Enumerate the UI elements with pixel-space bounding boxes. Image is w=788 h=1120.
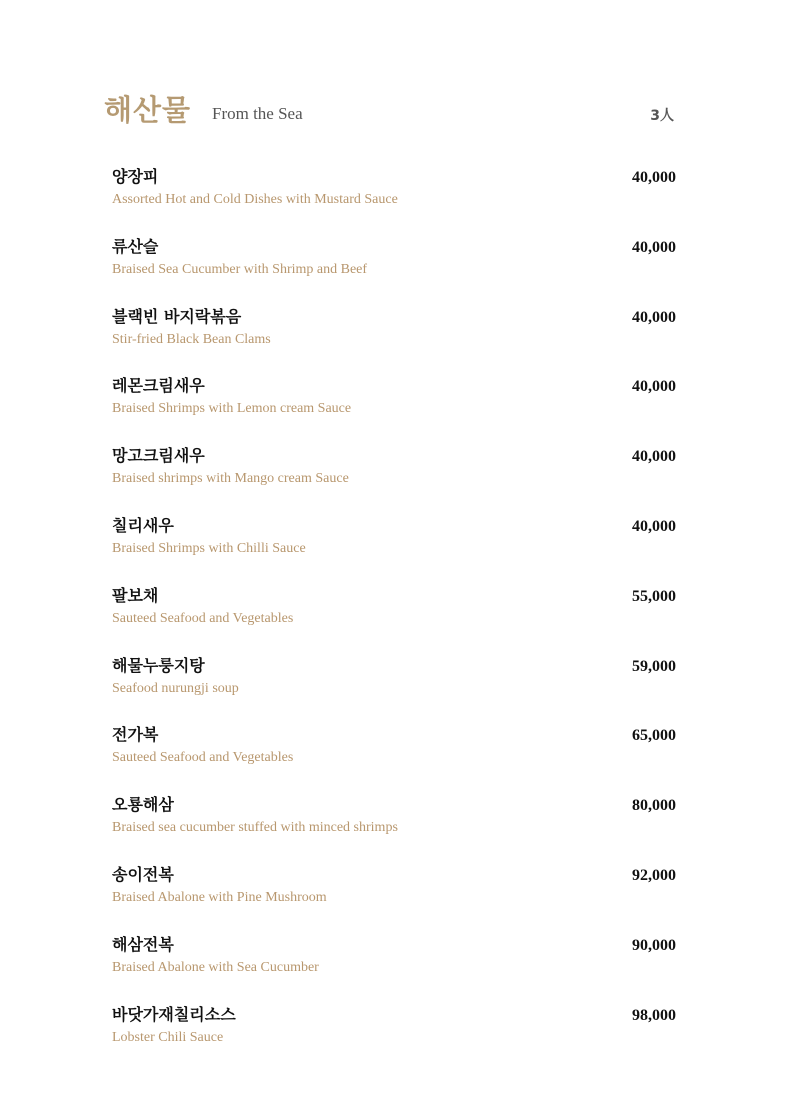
menu-item-description: Braised sea cucumber stuffed with minced shrimps <box>112 820 398 836</box>
menu-item-name-korean: 류산슬 <box>112 236 159 256</box>
menu-item <box>112 724 676 794</box>
menu-item-name-korean: 레몬크림새우 <box>112 376 205 396</box>
menu-item-description: Braised Shrimps with Chilli Sauce <box>112 540 306 556</box>
menu-item-name-korean: 팔보채 <box>112 585 159 605</box>
menu-item-description: Braised Shrimps with Lemon cream Sauce <box>112 401 352 417</box>
menu-item-price: 40,000 <box>632 308 676 326</box>
menu-item-description: Braised Abalone with Sea Cucumber <box>112 959 319 975</box>
menu-item <box>112 794 676 864</box>
menu-item-name-korean: 칠리새우 <box>112 515 174 535</box>
menu-item <box>112 515 676 585</box>
menu-item-price: 40,000 <box>632 448 676 466</box>
menu-item-description: Braised Sea Cucumber with Shrimp and Beef <box>112 261 368 277</box>
menu-header <box>104 90 676 130</box>
section-title-english: From the Sea <box>212 104 303 123</box>
menu-item <box>112 864 676 934</box>
menu-item-price: 40,000 <box>632 378 676 396</box>
menu-item-description: Assorted Hot and Cold Dishes with Mustard Sauce <box>112 192 398 207</box>
menu-item-price: 92,000 <box>632 866 676 884</box>
menu-item-name-korean: 블랙빈 바지락볶음 <box>112 306 242 326</box>
menu-item-description: Sauteed Seafood and Vegetables <box>112 750 294 766</box>
menu-item <box>112 236 676 306</box>
menu-item-name-korean: 양장피 <box>112 167 159 186</box>
menu-item-description: Stir-fried Black Bean Clams <box>112 331 271 347</box>
menu-item <box>112 655 676 725</box>
menu-item-name-korean: 전가복 <box>112 725 159 745</box>
menu-item-price: 55,000 <box>632 587 676 605</box>
menu-item-description: Braised shrimps with Mango cream Sauce <box>112 471 349 487</box>
menu-item-price: 40,000 <box>632 238 676 256</box>
serving-size: 3人 <box>650 108 674 124</box>
menu-item-description: Lobster Chili Sauce <box>112 1029 224 1045</box>
menu-item-name-korean: 망고크림새우 <box>112 446 205 466</box>
section-title-korean: 해산물 <box>104 93 192 127</box>
menu-item <box>112 1004 676 1074</box>
menu-item <box>112 306 676 376</box>
menu-item-price: 40,000 <box>632 517 676 535</box>
menu-item <box>112 445 676 515</box>
menu-item-name-korean: 바닷가재칠리소스 <box>112 1004 236 1024</box>
menu-item-price: 40,000 <box>632 169 676 186</box>
menu-item-description: Braised Abalone with Pine Mushroom <box>112 889 327 905</box>
menu-item-price: 90,000 <box>632 936 676 954</box>
menu-item-name-korean: 송이전복 <box>112 864 174 884</box>
menu-item-name-korean: 해삼전복 <box>112 934 174 954</box>
menu-item-price: 65,000 <box>632 727 676 745</box>
menu-list <box>112 166 676 1073</box>
menu-item-description: Sauteed Seafood and Vegetables <box>112 610 294 626</box>
menu-item-price: 98,000 <box>632 1006 676 1024</box>
menu-item <box>112 585 676 655</box>
menu-item <box>112 934 676 1004</box>
menu-item <box>112 166 676 236</box>
menu-item <box>112 375 676 445</box>
menu-item-name-korean: 해물누룽지탕 <box>112 655 205 675</box>
menu-item-name-korean: 오룡해삼 <box>112 795 174 815</box>
menu-item-description: Seafood nurungji soup <box>112 680 239 696</box>
menu-item-price: 59,000 <box>632 657 676 675</box>
menu-item-price: 80,000 <box>632 797 676 815</box>
